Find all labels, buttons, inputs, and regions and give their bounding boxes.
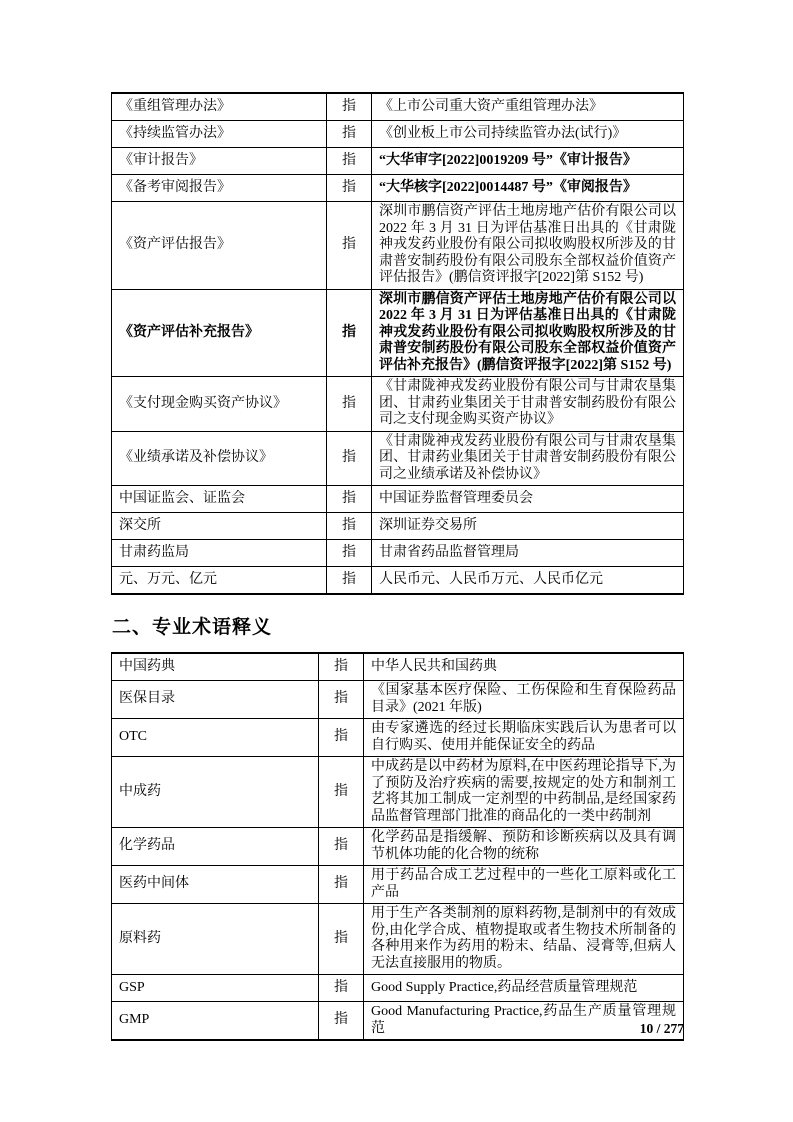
table-row <box>112 289 684 377</box>
table-row <box>112 175 684 202</box>
term-cell: 《审计报告》 <box>112 148 327 175</box>
ref-cell: 指 <box>327 202 372 290</box>
table-row <box>112 866 684 904</box>
table-row <box>112 431 684 486</box>
term-cell: OTC <box>112 719 319 757</box>
definition-cell: 深圳市鹏信资产评估土地房地产估价有限公司以 2022 年 3 月 31 日为评估基准日出具的《甘肃陇神戎发药业股份有限公司拟收购股权所涉及的甘肃普安制药股份有限公司股东全部权益价值资产评估补充报告》(鹏信资评报字[2022]第 S152 号) <box>372 289 684 377</box>
term-cell: 原料药 <box>112 904 319 975</box>
term-cell: 《资产评估补充报告》 <box>112 289 327 377</box>
table-row <box>112 148 684 175</box>
ref-cell: 指 <box>327 93 372 121</box>
ref-cell: 指 <box>319 1002 364 1041</box>
table-row <box>112 681 684 719</box>
ref-cell: 指 <box>327 540 372 567</box>
term-cell: 元、万元、亿元 <box>112 567 327 595</box>
term-cell: 中国药典 <box>112 653 319 681</box>
table-row <box>112 757 684 828</box>
page-number: 10 / 277 <box>639 1021 684 1036</box>
ref-cell: 指 <box>319 653 364 681</box>
definition-cell: 深圳证券交易所 <box>372 513 684 540</box>
table-row <box>112 121 684 148</box>
term-cell: 化学药品 <box>112 828 319 866</box>
table-row <box>112 202 684 290</box>
table-row <box>112 719 684 757</box>
table-row <box>112 513 684 540</box>
ref-cell: 指 <box>319 681 364 719</box>
ref-cell: 指 <box>327 121 372 148</box>
definition-cell: 中国证券监督管理委员会 <box>372 486 684 513</box>
ref-cell: 指 <box>327 289 372 377</box>
term-cell: GSP <box>112 975 319 1002</box>
definition-cell: 《上市公司重大资产重组管理办法》 <box>372 93 684 121</box>
definition-cell: 中成药是以中药材为原料,在中医药理论指导下,为了预防及治疗疾病的需要,按规定的处方和制剂工艺将其加工制成一定剂型的中药制品,是经国家药品监督管理部门批准的商品化的一类中药制剂 <box>364 757 684 828</box>
definition-cell: 《甘肃陇神戎发药业股份有限公司与甘肃农垦集团、甘肃药业集团关于甘肃普安制药股份有限公司之支付现金购买资产协议》 <box>372 377 684 432</box>
term-cell: 中成药 <box>112 757 319 828</box>
term-cell: 中国证监会、证监会 <box>112 486 327 513</box>
table-row <box>112 828 684 866</box>
term-cell: 《业绩承诺及补偿协议》 <box>112 431 327 486</box>
table-row <box>112 486 684 513</box>
ref-cell: 指 <box>327 431 372 486</box>
term-cell: 甘肃药监局 <box>112 540 327 567</box>
definition-cell: 化学药品是指缓解、预防和诊断疾病以及具有调节机体功能的化合物的统称 <box>364 828 684 866</box>
table-row <box>112 975 684 1002</box>
ref-cell: 指 <box>319 866 364 904</box>
definition-cell: 中华人民共和国药典 <box>364 653 684 681</box>
table-row <box>112 93 684 121</box>
definition-cell: 《甘肃陇神戎发药业股份有限公司与甘肃农垦集团、甘肃药业集团关于甘肃普安制药股份有限公司之业绩承诺及补偿协议》 <box>372 431 684 486</box>
definition-cell: 人民币元、人民币万元、人民币亿元 <box>372 567 684 595</box>
ref-cell: 指 <box>327 148 372 175</box>
term-cell: 《资产评估报告》 <box>112 202 327 290</box>
definition-cell: 甘肃省药品监督管理局 <box>372 540 684 567</box>
table-row <box>112 540 684 567</box>
ref-cell: 指 <box>319 904 364 975</box>
definition-cell: “大华核字[2022]0014487 号”《审阅报告》 <box>372 175 684 202</box>
ref-cell: 指 <box>319 975 364 1002</box>
table-row <box>112 653 684 681</box>
section-heading: 二、专业术语释义 <box>112 617 273 638</box>
table-row <box>112 904 684 975</box>
definition-cell: 由专家遴选的经过长期临床实践后认为患者可以自行购买、使用并能保证安全的药品 <box>364 719 684 757</box>
definition-cell: 用于药品合成工艺过程中的一些化工原料或化工产品 <box>364 866 684 904</box>
definition-cell: “大华审字[2022]0019209 号”《审计报告》 <box>372 148 684 175</box>
table-row <box>112 377 684 432</box>
term-cell: 《支付现金购买资产协议》 <box>112 377 327 432</box>
term-cell: 《重组管理办法》 <box>112 93 327 121</box>
table-row <box>112 567 684 595</box>
term-cell: 深交所 <box>112 513 327 540</box>
term-cell: 《备考审阅报告》 <box>112 175 327 202</box>
ref-cell: 指 <box>327 567 372 595</box>
definition-cell: Good Supply Practice,药品经营质量管理规范 <box>364 975 684 1002</box>
ref-cell: 指 <box>327 175 372 202</box>
ref-cell: 指 <box>319 757 364 828</box>
definition-cell: 《创业板上市公司持续监管办法(试行)》 <box>372 121 684 148</box>
ref-cell: 指 <box>327 486 372 513</box>
term-cell: 《持续监管办法》 <box>112 121 327 148</box>
term-cell: 医保目录 <box>112 681 319 719</box>
term-cell: GMP <box>112 1002 319 1041</box>
page-content <box>111 92 684 1041</box>
definition-cell: 深圳市鹏信资产评估土地房地产估价有限公司以 2022 年 3 月 31 日为评估基准日出具的《甘肃陇神戎发药业股份有限公司拟收购股权所涉及的甘肃普安制药股份有限公司股东全部权益价值资产评估报告》(鹏信资评报字[2022]第 S152 号) <box>372 202 684 290</box>
ref-cell: 指 <box>319 828 364 866</box>
term-cell: 医药中间体 <box>112 866 319 904</box>
ref-cell: 指 <box>319 719 364 757</box>
definition-cell: 用于生产各类制剂的原料药物,是制剂中的有效成份,由化学合成、植物提取或者生物技术所制备的各种用来作为药用的粉末、结晶、浸膏等,但病人无法直接服用的物质。 <box>364 904 684 975</box>
terminology-definitions-table <box>111 652 684 1041</box>
ref-cell: 指 <box>327 513 372 540</box>
ref-cell: 指 <box>327 377 372 432</box>
table-row <box>112 1002 684 1041</box>
definition-cell: Good Manufacturing Practice,药品生产质量管理规范 <box>364 1002 684 1041</box>
definition-cell: 《国家基本医疗保险、工伤保险和生育保险药品目录》(2021 年版) <box>364 681 684 719</box>
general-definitions-table <box>111 92 684 595</box>
